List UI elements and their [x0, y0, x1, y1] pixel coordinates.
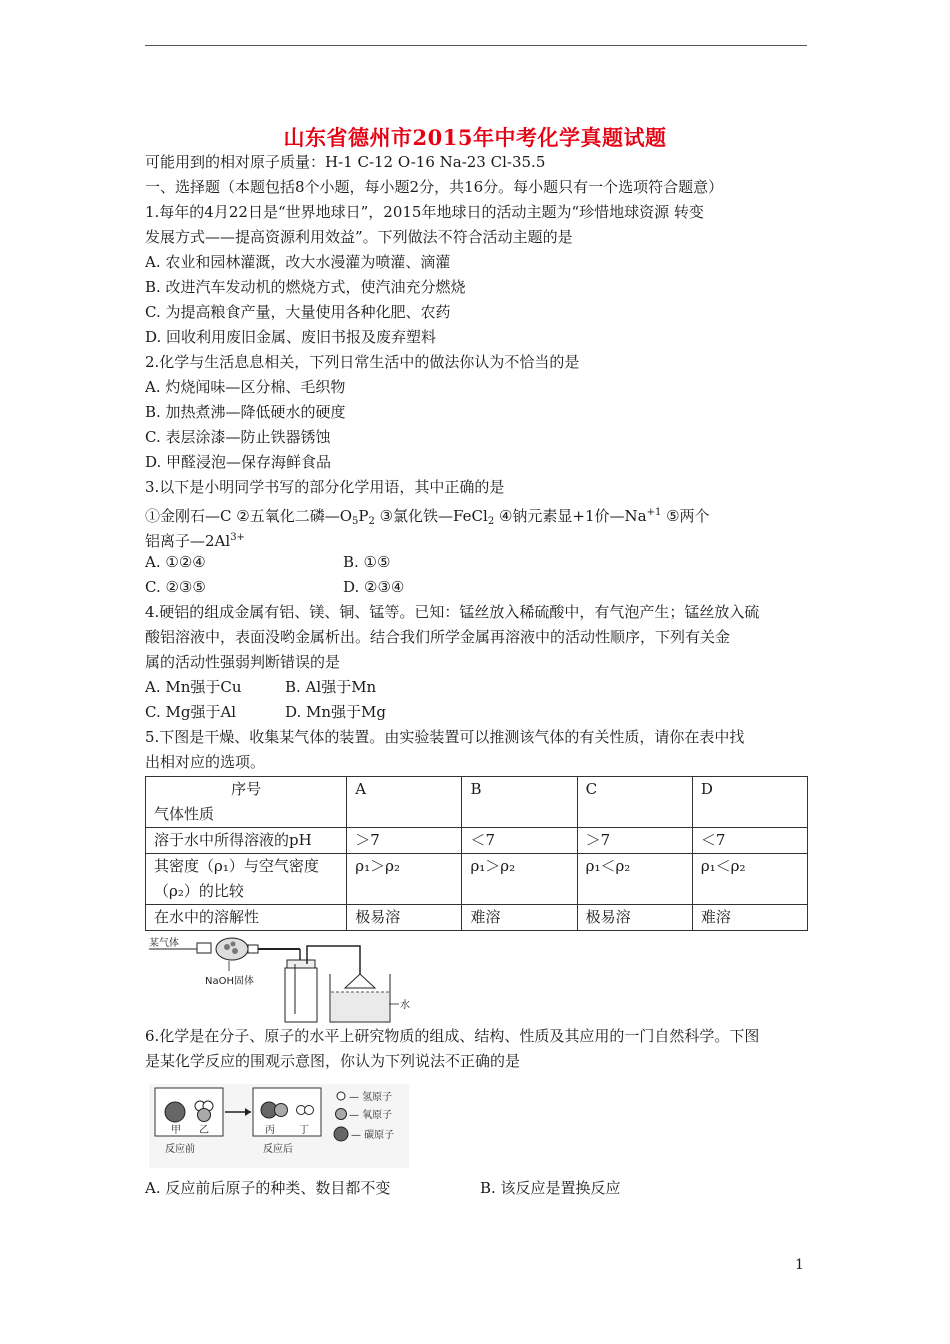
q4-option-b: B. Al强于Mn	[285, 678, 377, 696]
stopper-left	[197, 943, 211, 953]
q3-options-row2	[145, 575, 810, 600]
cell-ph-c: ＞7	[577, 828, 692, 854]
cell-sol-a: 极易溶	[347, 905, 462, 931]
legend-carbon: — 碳原子	[351, 1130, 395, 1141]
header-rule	[145, 45, 807, 46]
row-label-solubility: 在水中的溶解性	[146, 905, 347, 931]
q2-stem: 2.化学与生活息息相关，下列日常生活中的做法你认为不恰当的是	[145, 353, 580, 371]
q4-options-row2	[145, 700, 810, 725]
legend-carbon-icon	[334, 1127, 348, 1141]
q5-stem-line1: 5.下图是干燥、收集某气体的装置。由实验装置可以推测该气体的有关性质，请你在表中找	[145, 728, 745, 746]
cell-ph-d: ＜7	[692, 828, 807, 854]
q3-option-b: B. ①⑤	[343, 553, 391, 571]
legend-hydrogen: — 氢原子	[349, 1092, 393, 1103]
label-jia: 甲	[171, 1125, 181, 1136]
gas-label: 某气体	[149, 938, 179, 949]
cell-density-d: ρ₁＜ρ₂	[692, 854, 807, 905]
bottle-stopper	[287, 960, 315, 968]
hydrogen-atom	[305, 1106, 314, 1115]
q3-option-a: A. ①②④	[145, 553, 206, 571]
table-row-ph	[146, 828, 808, 854]
row-label-density: 其密度（ρ₁）与空气密度 （ρ₂）的比较	[146, 854, 347, 905]
funnel	[345, 974, 375, 988]
label-yi: 乙	[199, 1125, 209, 1136]
q6-stem-line1: 6.化学是在分子、原子的水平上研究物质的组成、结构、性质及其应用的一门自然科学。下图	[145, 1027, 760, 1045]
label-after: 反应后	[263, 1144, 293, 1155]
q2-option-d: D. 甲醛浸泡—保存海鲜食品	[145, 453, 332, 471]
stopper-right	[248, 945, 258, 953]
label-before: 反应前	[165, 1144, 195, 1155]
q3-items-line1: ①金刚石—C ②五氧化二磷$—O_5P_2$ ③氯化铁—FeCl$_2$ ④钠元素显+1价$—Na^{+1}$ ⑤两个	[145, 507, 710, 525]
q1-option-d: D. 回收利用废旧金属、废旧书报及废弃塑料	[145, 328, 437, 346]
gas-property-table	[145, 776, 808, 931]
cell-sol-c: 极易溶	[577, 905, 692, 931]
atomic-masses: 可能用到的相对原子质量：H-1 C-12 O-16 Na-23 Cl-35.5	[145, 153, 546, 171]
q5-stem-line2: 出相对应的选项。	[145, 753, 266, 771]
q3-option-d: D. ②③④	[343, 578, 405, 596]
gas-apparatus-diagram	[145, 934, 415, 1024]
q3-options-row1	[145, 550, 810, 575]
table-header-row	[146, 777, 808, 828]
q4-option-a: A. Mn强于Cu	[145, 678, 242, 696]
q2-option-a: A. 灼烧闻味—区分棉、毛织物	[145, 378, 346, 396]
col-header-d: D	[692, 777, 807, 828]
q3-items-line2: 铝离子$—2Al^{3+}$	[145, 532, 245, 550]
reaction-diagram	[145, 1080, 425, 1172]
q4-stem-line1: 4.硬铝的组成金属有铝、镁、铜、锰等。已知：锰丝放入稀硫酸中，有气泡产生；锰丝放入硫	[145, 603, 760, 621]
label-ding: 丁	[299, 1125, 309, 1136]
q6-option-a: A. 反应前后原子的种类、数目都不变	[145, 1179, 391, 1197]
q1-option-b: B. 改进汽车发动机的燃烧方式，使汽油充分燃烧	[145, 278, 466, 296]
q6-options-row1	[145, 1176, 810, 1201]
oxygen-atom	[198, 1109, 211, 1122]
q4-stem-line2: 酸铝溶液中，表面没哟金属析出。结合我们所学金属再溶液中的活动性顺序，下列有关金	[145, 628, 731, 646]
q1-option-a: A. 农业和园林灌溉，改大水漫灌为喷灌、滴灌	[145, 253, 451, 271]
q3-option-c: C. ②③⑤	[145, 578, 206, 596]
col-header-b: B	[462, 777, 577, 828]
exam-content	[145, 150, 810, 1201]
drying-tube	[216, 938, 248, 960]
q4-options-row1	[145, 675, 810, 700]
cell-ph-a: ＞7	[347, 828, 462, 854]
label-bing: 丙	[265, 1125, 275, 1136]
q4-option-c: C. Mg强于Al	[145, 703, 237, 721]
naoh-particle	[224, 944, 230, 950]
legend-oxygen: — 氧原子	[349, 1110, 393, 1121]
q1-stem-line2: 发展方式——提高资源利用效益”。下列做法不符合活动主题的是	[145, 228, 573, 246]
cell-density-c: ρ₁＜ρ₂	[577, 854, 692, 905]
table-corner-cell: 序号 气体性质	[146, 777, 347, 828]
page-number: 1	[795, 1257, 804, 1273]
cell-sol-b: 难溶	[462, 905, 577, 931]
col-header-a: A	[347, 777, 462, 828]
q4-stem-line3: 属的活动性强弱判断错误的是	[145, 653, 341, 671]
cell-density-b: ρ₁＞ρ₂	[462, 854, 577, 905]
collection-bottle	[285, 968, 317, 1022]
cell-density-a: ρ₁＞ρ₂	[347, 854, 462, 905]
q2-option-c: C. 表层涂漆—防止铁器锈蚀	[145, 428, 331, 446]
q3-stem: 3.以下是小明同学书写的部分化学用语，其中正确的是	[145, 478, 505, 496]
cell-ph-b: ＜7	[462, 828, 577, 854]
table-row-density	[146, 854, 808, 905]
table-row-solubility	[146, 905, 808, 931]
q1-stem-line1: 1.每年的4月22日是“世界地球日”，2015年地球日的活动主题为“珍惜地球资源 转变	[145, 203, 704, 221]
section-heading: 一、选择题（本题包括8个小题，每小题2分，共16分。每小题只有一个选项符合题意）	[145, 178, 724, 196]
naoh-label: NaOH固体	[205, 976, 254, 987]
oxygen-atom	[275, 1104, 288, 1117]
naoh-particle	[232, 948, 238, 954]
carbon-atom	[165, 1102, 185, 1122]
q1-option-c: C. 为提高粮食产量，大量使用各种化肥、农药	[145, 303, 451, 321]
water-label: 水	[400, 1000, 410, 1011]
q6-option-b: B. 该反应是置换反应	[480, 1179, 621, 1197]
beaker-water	[331, 992, 389, 1021]
col-header-c: C	[577, 777, 692, 828]
q6-stem-line2: 是某化学反应的围观示意图，你认为下列说法不正确的是	[145, 1052, 521, 1070]
cell-sol-d: 难溶	[692, 905, 807, 931]
naoh-particle	[231, 942, 236, 947]
legend-oxygen-icon	[336, 1109, 347, 1120]
legend-hydrogen-icon	[337, 1092, 345, 1100]
q4-option-d: D. Mn强于Mg	[285, 703, 387, 721]
row-label-ph: 溶于水中所得溶液的pH	[146, 828, 347, 854]
q2-option-b: B. 加热煮沸—降低硬水的硬度	[145, 403, 346, 421]
page-title: 山东省德州市2015年中考化学真题试题	[283, 125, 667, 150]
